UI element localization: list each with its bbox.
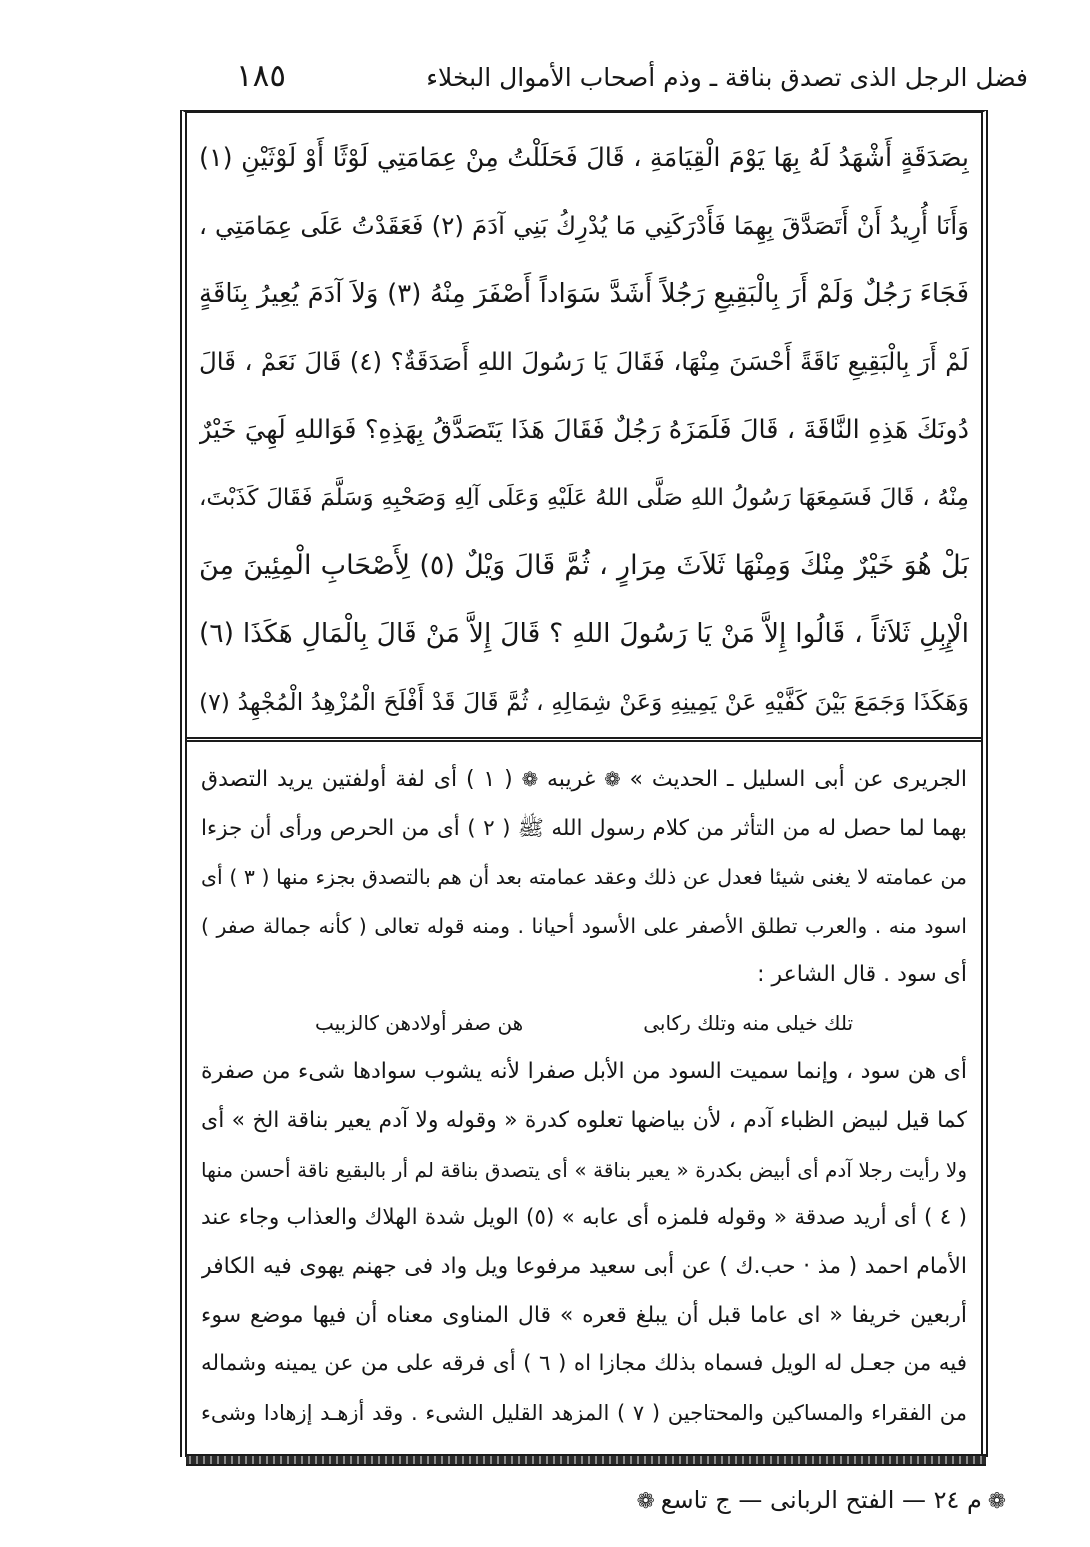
signature-text: م ٢٤ — الفتح الربانى — ج تاسع [660,1486,982,1514]
ornament-icon [637,1482,655,1522]
main-text-line: بِصَدَقَةٍ أَشْهَدُ لَهُ بِهَا يَوْمَ الْقِيَامَةِ ، قَالَ فَحَلَلْتُ مِنْ عِمَامَتِي لَوْثًا أَوْ لَوْثَيْنِ (١) [199,143,969,173]
main-text-block [199,124,969,736]
footnote-line: الأمام احمد ( مذ · حب.ك ) عن أبى سعيد مرفوعا ويل واد فى جهنم يهوى فيه الكافر [201,1253,967,1279]
footnote-line: كما قيل لبيض الظباء آدم ، لأن بياضها تعلوه كدرة « وقوله ولا آدم يعير بناقة الخ » أى [201,1107,967,1133]
footnote-text: الجريرى عن أبى السليل ـ الحديث » [629,767,967,792]
footnote-line: من الفقراء والمساكين والمحتاجين ( ٧ ) المزهد القليل الشىء . وقد أزهـد إزهادا وشىء [201,1400,967,1425]
main-text-line: لَمْ أَرَ بِالْبَقِيعِ نَاقَةً أَحْسَنَ مِنْهَا، فَقَالَ يَا رَسُولَ اللهِ أَصَدَقَةٌ؟ (٤) قَالَ نَعَمْ ، قَالَ [199,347,969,376]
footnote-line [201,756,967,805]
poetry-verse [201,999,967,1048]
ornament-icon [522,756,539,805]
footnotes-block [201,756,967,1438]
main-text-line: وَأَنَا أُرِيدُ أَنْ أَتَصَدَّقَ بِهِمَا فَأَدْرَكَنِي مَا يُدْرِكُ بَنِي آدَمَ (٢) فَعَقَدْتُ عَلَى عِمَامَتِي ، [199,211,969,240]
verse-second-hemistich: هن صفر أولادهن كالزبيب [314,1011,524,1036]
footnote-section-heading: غريبه [547,767,596,792]
ornament-icon [988,1482,1006,1522]
footnote-line: أى هن سود ، وإنما سميت السود من الأبل صفرا لأنه يشوب سوادها شىء من صفرة [201,1059,967,1085]
main-text-line: الْإِبِلِ ثَلاَثاً ، قَالُوا إِلاَّ مَنْ يَا رَسُولَ اللهِ ؟ قَالَ إِلاَّ مَنْ قَالَ بِالْمَالِ هَكَذَا (٦) [199,618,969,649]
decorative-bottom-band [186,1454,986,1466]
main-text-line: مِنْهُ ، قَالَ فَسَمِعَهَا رَسُولُ اللهِ صَلَّى اللهُ عَلَيْهِ وَعَلَى آلِهِ وَصَحْبِهِ وَسَلَّمَ فَقَالَ كَذَبْتَ، [199,485,969,511]
main-text-line: فَجَاءَ رَجُلٌ وَلَمْ أَرَ بِالْبَقِيعِ رَجُلاً أَشَدَّ سَوَاداً أَصْفَرَ مِنْهُ (٣) وَلاَ آدَمَ يُعِيرُ بِنَاقَةٍ [199,279,969,309]
footnote-separator [187,737,981,742]
page-number: ١٨٥ [236,58,286,94]
signature-footer [592,1480,1012,1522]
footnote-line: بهما لما حصل له من التأثر من كلام رسول الله ﷺ ( ٢ ) أى من الحرص ورأى أن جزءا [201,815,967,841]
main-text-line: دُونَكَ هَذِهِ النَّاقَةَ ، قَالَ فَلَمَزَهُ رَجُلٌ فَقَالَ هَذَا يَتَصَدَّقُ بِهَذِهِ؟ فَوَاللهِ لَهِيَ خَيْرٌ [199,415,969,445]
ornament-icon [604,756,621,805]
verse-first-hemistich: تلك خيلى منه وتلك ركابى [643,1011,854,1036]
footnote-text: ( ١ ) أى لفة أولفتين يريد التصدق [201,767,513,792]
main-text-line: بَلْ هُوَ خَيْرٌ مِنْكَ وَمِنْهَا ثَلاَثَ مِرَارٍ ، ثُمَّ قَالَ وَيْلٌ (٥) لِأَصْحَابِ الْمِئِينَ مِنَ [199,550,969,581]
footnote-line: أربعين خريفا « اى عاما قبل أن يبلغ قعره » قال المناوى معناه أن فيها موضع سوء [201,1302,967,1328]
footnote-line: أى سود . قال الشاعر : [757,961,967,987]
footnote-line: ( ٤ ) أى أريد صدقة « وقوله فلمزه أى عابه » (٥) الويل شدة الهلاك والعذاب وجاء عند [201,1205,967,1231]
footnote-line: فيه من جعـل له الويل فسماه بذلك مجازا اه ( ٦ ) أى فرقه على من عن يمينه وشماله [201,1351,967,1377]
footnote-line: اسود منه . والعرب تطلق الأصفر على الأسود أحيانا . ومنه قوله تعالى ( كأنه جمالة صفر ) [201,914,967,939]
footnote-line: ولا رأيت رجلا آدم أى أبيض بكدرة « يعير بناقة » أى يتصدق بناقة لم أر بالبقيع ناقة أحسن منها [201,1157,967,1182]
running-header-title: فضل الرجل الذى تصدق بناقة ـ وذم أصحاب الأموال البخلاء [426,63,1028,92]
footnote-line: من عمامته لا يغنى شيئا فعدل عن ذلك وعقد عمامته بعد أن هم بالتصدق بجزء منها ( ٣ ) أى [201,865,967,890]
main-text-line: وَهَكَذَا وَجَمَعَ بَيْنَ كَفَّيْهِ عَنْ يَمِينِهِ وَعَنْ شِمَالِهِ ، ثُمَّ قَالَ قَدْ أَفْلَحَ الْمُزْهِدُ الْمُجْهِدُ (٧) [199,688,969,716]
